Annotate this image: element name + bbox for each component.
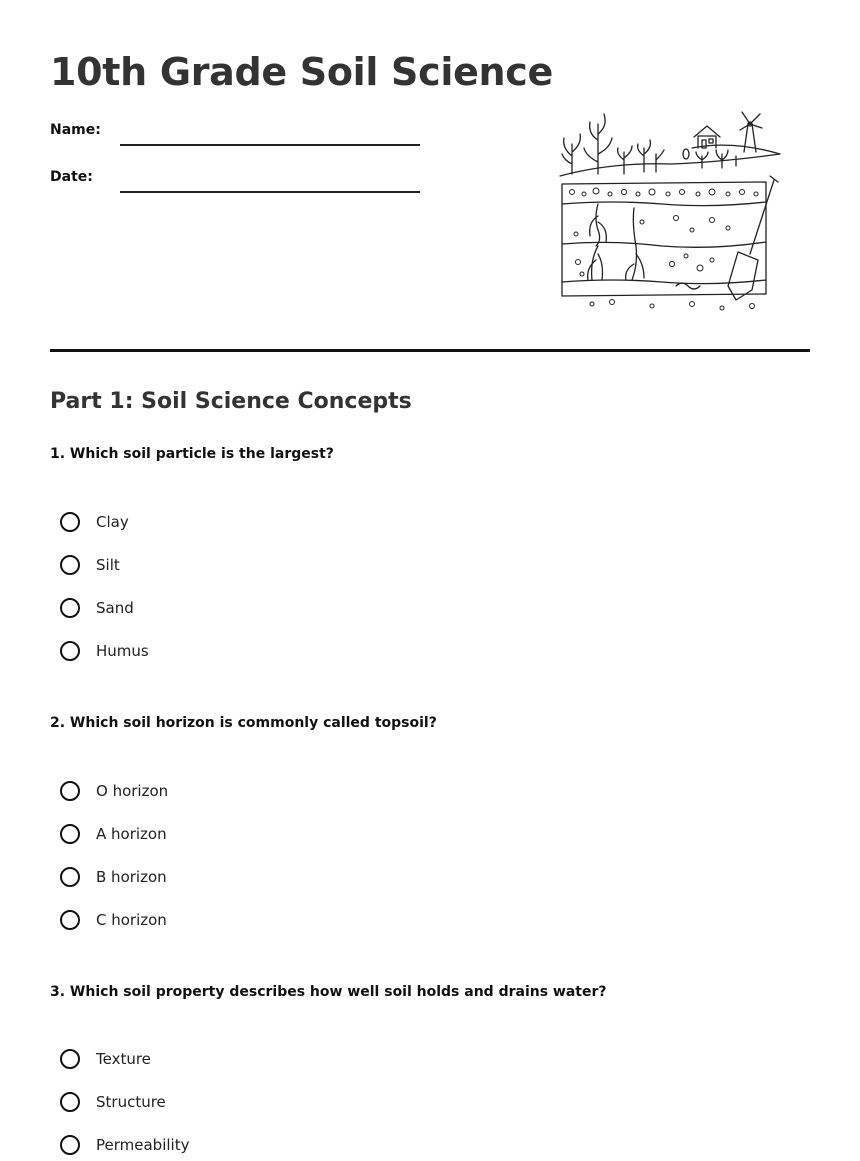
question-2: 2. Which soil horizon is commonly called topsoil? <box>50 715 437 731</box>
radio-button[interactable] <box>60 598 80 618</box>
option-silt[interactable] <box>60 552 120 578</box>
option-humus[interactable] <box>60 638 149 664</box>
option-b-horizon[interactable] <box>60 864 167 890</box>
radio-button[interactable] <box>60 781 80 801</box>
radio-button[interactable] <box>60 1092 80 1112</box>
option-label: A horizon <box>96 825 167 843</box>
section-divider <box>50 349 810 352</box>
option-label: Texture <box>96 1050 151 1068</box>
option-label: B horizon <box>96 868 167 886</box>
radio-button[interactable] <box>60 867 80 887</box>
option-a-horizon[interactable] <box>60 821 167 847</box>
question-1: 1. Which soil particle is the largest? <box>50 446 334 462</box>
question-3: 3. Which soil property describes how well soil holds and drains water? <box>50 984 607 1000</box>
option-c-horizon[interactable] <box>60 907 167 933</box>
name-label: Name: <box>50 122 101 138</box>
option-label: Structure <box>96 1093 166 1111</box>
radio-button[interactable] <box>60 1049 80 1069</box>
option-label: Sand <box>96 599 134 617</box>
option-sand[interactable] <box>60 595 134 621</box>
option-structure[interactable] <box>60 1089 166 1115</box>
radio-button[interactable] <box>60 512 80 532</box>
page-title: 10th Grade Soil Science <box>50 50 554 94</box>
plants-icon <box>562 114 736 174</box>
radio-button[interactable] <box>60 910 80 930</box>
date-field[interactable] <box>120 191 420 193</box>
part-1-title: Part 1: Soil Science Concepts <box>50 389 412 414</box>
option-label: Humus <box>96 642 149 660</box>
option-permeability[interactable] <box>60 1132 189 1158</box>
option-clay[interactable] <box>60 509 129 535</box>
date-label: Date: <box>50 169 93 185</box>
option-o-horizon[interactable] <box>60 778 168 804</box>
option-label: Permeability <box>96 1136 190 1154</box>
radio-button[interactable] <box>60 1135 80 1155</box>
radio-button[interactable] <box>60 824 80 844</box>
soil-profile-illustration <box>552 104 788 318</box>
radio-button[interactable] <box>60 555 80 575</box>
option-label: Silt <box>96 556 120 574</box>
farmhouse-icon <box>694 126 720 148</box>
option-label: O horizon <box>96 782 169 800</box>
option-texture[interactable] <box>60 1046 151 1072</box>
option-label: C horizon <box>96 911 167 929</box>
name-field[interactable] <box>120 144 420 146</box>
radio-button[interactable] <box>60 641 80 661</box>
option-label: Clay <box>96 513 129 531</box>
